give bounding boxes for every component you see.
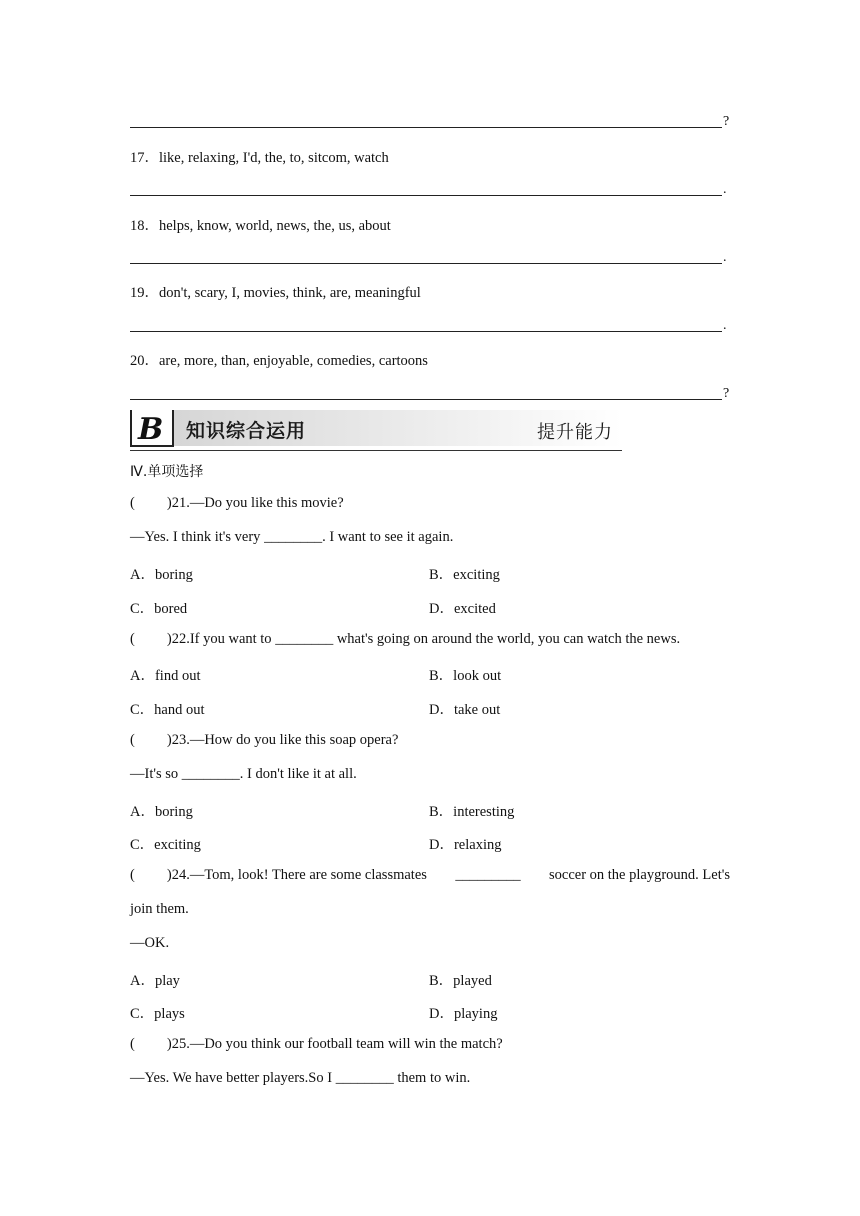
answer-line-19[interactable] [130, 320, 730, 332]
question-21-reply [130, 529, 453, 546]
answer-line-18[interactable] [130, 252, 730, 264]
question-24-reply: —OK. [130, 935, 170, 951]
question-25-reply [130, 1070, 470, 1087]
item-words: don't, scary, I, movies, think, are, meaningful [159, 285, 421, 301]
question-text-after: soccer on the playground. Let's [549, 867, 730, 883]
question-21-stem [130, 495, 344, 512]
answer-rule [130, 127, 722, 128]
item-words: like, relaxing, I'd, the, to, sitcom, watch [159, 150, 389, 166]
option-d[interactable]: D．relaxing [429, 837, 502, 853]
option-c[interactable]: C．plays [130, 1006, 185, 1022]
answer-paren-open: ( [130, 867, 135, 883]
answer-paren-close: ) [166, 732, 172, 748]
option-c[interactable]: C．hand out [130, 702, 205, 718]
answer-rule [130, 399, 722, 400]
option-c[interactable]: C．exciting [130, 837, 201, 853]
option-a[interactable]: A．boring [130, 804, 193, 820]
reorder-item-19 [130, 281, 421, 302]
answer-rule [130, 331, 722, 332]
question-24-continuation: join them. [130, 901, 189, 917]
banner-logo-letter: B [138, 412, 164, 447]
option-a[interactable]: A．boring [130, 567, 193, 583]
answer-rule [130, 195, 722, 196]
option-b[interactable]: B．interesting [429, 804, 515, 820]
option-b[interactable]: B．look out [429, 668, 502, 684]
question-text: 21.—Do you like this movie? [171, 495, 344, 511]
item-words: are, more, than, enjoyable, comedies, cartoons [159, 353, 428, 369]
reorder-item-18 [130, 214, 391, 235]
answer-rule [130, 263, 722, 264]
answer-paren-open: ( [130, 1036, 135, 1052]
option-d[interactable]: D．take out [429, 702, 501, 718]
reply-text-after: them to win. [397, 1070, 471, 1086]
fill-blank: ________ [264, 529, 323, 545]
end-punctuation: ? [723, 114, 730, 129]
option-d[interactable]: D．playing [429, 1006, 498, 1022]
option-c[interactable]: C．bored [130, 601, 188, 617]
end-punctuation: . [723, 182, 727, 197]
item-number: 18． [130, 218, 159, 234]
question-text: 24.—Tom, look! There are some classmates [171, 867, 427, 883]
banner-title: 知识综合运用 [186, 420, 307, 442]
answer-paren-open: ( [130, 732, 135, 748]
option-a[interactable]: A．play [130, 973, 180, 989]
fill-blank: ________ [335, 1070, 394, 1086]
question-24-stem [130, 867, 730, 884]
question-text: 25.—Do you think our football team will win the match? [171, 1036, 503, 1052]
fill-blank: ________ [275, 631, 334, 647]
answer-paren-open: ( [130, 495, 135, 511]
reorder-item-20 [130, 349, 428, 370]
question-22-stem [130, 631, 680, 648]
item-number: 19． [130, 285, 159, 301]
item-number: 17． [130, 150, 159, 166]
reply-text: —Yes. We have better players.So I [130, 1070, 333, 1086]
answer-line-16[interactable] [130, 116, 730, 128]
question-text: 22.If you want to [171, 631, 272, 647]
end-punctuation: . [723, 318, 727, 333]
option-b[interactable]: B．exciting [429, 567, 500, 583]
item-words: helps, know, world, news, the, us, about [159, 218, 391, 234]
question-23-stem [130, 732, 398, 749]
end-punctuation: . [723, 250, 727, 265]
reply-text: —Yes. I think it's very [130, 529, 261, 545]
answer-line-20[interactable] [130, 388, 730, 400]
question-23-reply [130, 766, 357, 783]
question-25-stem [130, 1036, 503, 1053]
banner-subtitle: 提升能力 [537, 422, 613, 443]
end-punctuation: ? [723, 386, 730, 401]
answer-paren-close: ) [166, 495, 172, 511]
answer-paren-close: ) [166, 631, 172, 647]
option-a[interactable]: A．find out [130, 668, 201, 684]
reply-text: —It's so [130, 766, 179, 782]
reply-text-after: . I don't like it at all. [239, 766, 357, 782]
answer-paren-open: ( [130, 631, 135, 647]
option-b[interactable]: B．played [429, 973, 492, 989]
section-heading: Ⅳ.单项选择 [130, 464, 204, 480]
answer-paren-wrap [130, 867, 427, 884]
fill-blank: ________ [181, 766, 240, 782]
question-text-after: what's going on around the world, you can watch the news. [336, 631, 681, 647]
item-number: 20． [130, 353, 159, 369]
fill-blank: _________ [455, 867, 521, 883]
option-d[interactable]: D．excited [429, 601, 496, 617]
answer-paren-close: ) [166, 1036, 172, 1052]
section-banner [130, 410, 622, 451]
answer-paren-close: ) [166, 867, 172, 883]
answer-line-17[interactable] [130, 184, 730, 196]
reply-text-after: . I want to see it again. [322, 529, 454, 545]
question-text: 23.—How do you like this soap opera? [171, 732, 399, 748]
banner-logo-box [130, 410, 174, 447]
reorder-item-17 [130, 146, 389, 167]
